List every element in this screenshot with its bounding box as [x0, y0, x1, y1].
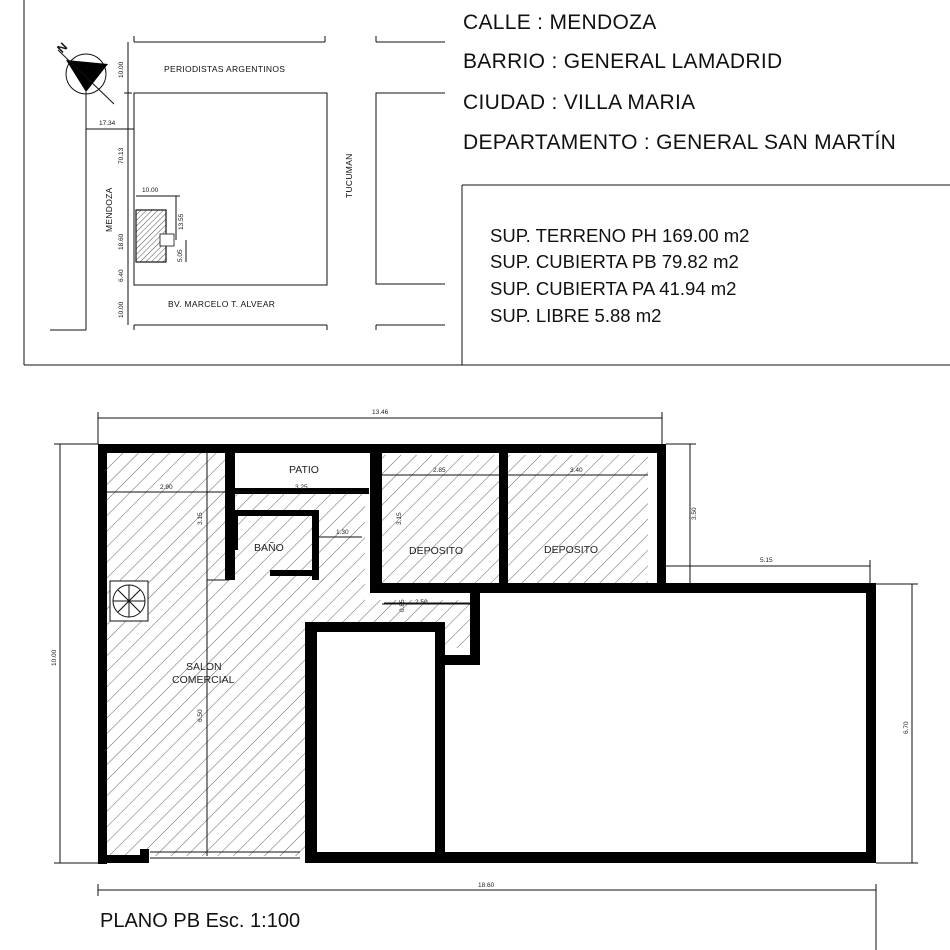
- dim-3-40: 3.40: [570, 467, 583, 474]
- room-patio-label: PATIO: [289, 464, 319, 476]
- dim-top-total: 13.46: [372, 409, 389, 416]
- dim-1-30: 1.30: [336, 529, 349, 536]
- area-cubierta-pb: SUP. CUBIERTA PB 79.82 m2: [490, 251, 739, 272]
- room-salon-label-1: SALON: [186, 661, 222, 673]
- room-deposito-1-label: DEPOSITO: [409, 545, 464, 557]
- dim-10-bottom: 10.00: [118, 301, 125, 318]
- north-label: N: [54, 39, 71, 56]
- dim-10-top: 10.00: [118, 61, 125, 78]
- dim-2-50: 2.50: [415, 599, 428, 606]
- site-info: [463, 11, 896, 154]
- dim-2-90: 2.90: [160, 484, 173, 491]
- dim-3-15: 3.15: [197, 512, 204, 525]
- area-terreno: SUP. TERRENO PH 169.00 m2: [490, 225, 750, 246]
- dim-13-55: 13.55: [178, 213, 185, 230]
- dim-6-40: 6.40: [118, 269, 125, 282]
- room-deposito-2-label: DEPOSITO: [544, 544, 599, 556]
- dim-0-85: 0.85: [399, 599, 406, 612]
- dim-left-height: 10.00: [51, 649, 58, 666]
- area-libre: SUP. LIBRE 5.88 m2: [490, 305, 662, 326]
- dim-3-25: 3.25: [295, 484, 308, 491]
- plan-title: PLANO PB Esc. 1:100: [100, 910, 301, 932]
- street-right-label: TUCUMAN: [344, 153, 354, 198]
- dim-step: 5.15: [760, 557, 773, 564]
- street-top-label: PERIODISTAS ARGENTINOS: [164, 64, 286, 74]
- department-line: DEPARTAMENTO : GENERAL SAN MARTÍN: [463, 131, 897, 154]
- city-line: CIUDAD : VILLA MARIA: [463, 91, 696, 114]
- exhaust-fan-icon: [110, 581, 148, 621]
- room-bano-label: BAÑO: [254, 542, 284, 554]
- dim-70-13: 70.13: [118, 147, 125, 164]
- dim-lot-width: 10.00: [142, 187, 159, 194]
- dim-right-height: 6.70: [903, 721, 910, 734]
- dim-18-60: 18.60: [118, 233, 125, 250]
- dim-3-15b: 3.15: [396, 512, 403, 525]
- room-salon-label-2: COMERCIAL: [172, 674, 235, 686]
- location-map: [50, 36, 445, 330]
- dim-bottom-total: 18.60: [478, 882, 495, 889]
- area-cubierta-pa: SUP. CUBIERTA PA 41.94 m2: [490, 278, 737, 299]
- street-line: CALLE : MENDOZA: [463, 11, 657, 34]
- floor-plan: [51, 409, 918, 950]
- dim-5-05: 5.05: [177, 249, 184, 262]
- street-left-label: MENDOZA: [104, 187, 114, 232]
- dim-2-85: 2.85: [433, 467, 446, 474]
- dim-6-50: 6.50: [197, 709, 204, 722]
- dim-dep-height: 3.50: [691, 507, 698, 520]
- north-arrow-icon: [54, 40, 114, 104]
- street-bottom-label: BV. MARCELO T. ALVEAR: [168, 299, 276, 309]
- neighborhood-line: BARRIO : GENERAL LAMADRID: [463, 50, 783, 73]
- dim-17-34: 17.34: [99, 120, 116, 127]
- areas-table: [490, 225, 749, 326]
